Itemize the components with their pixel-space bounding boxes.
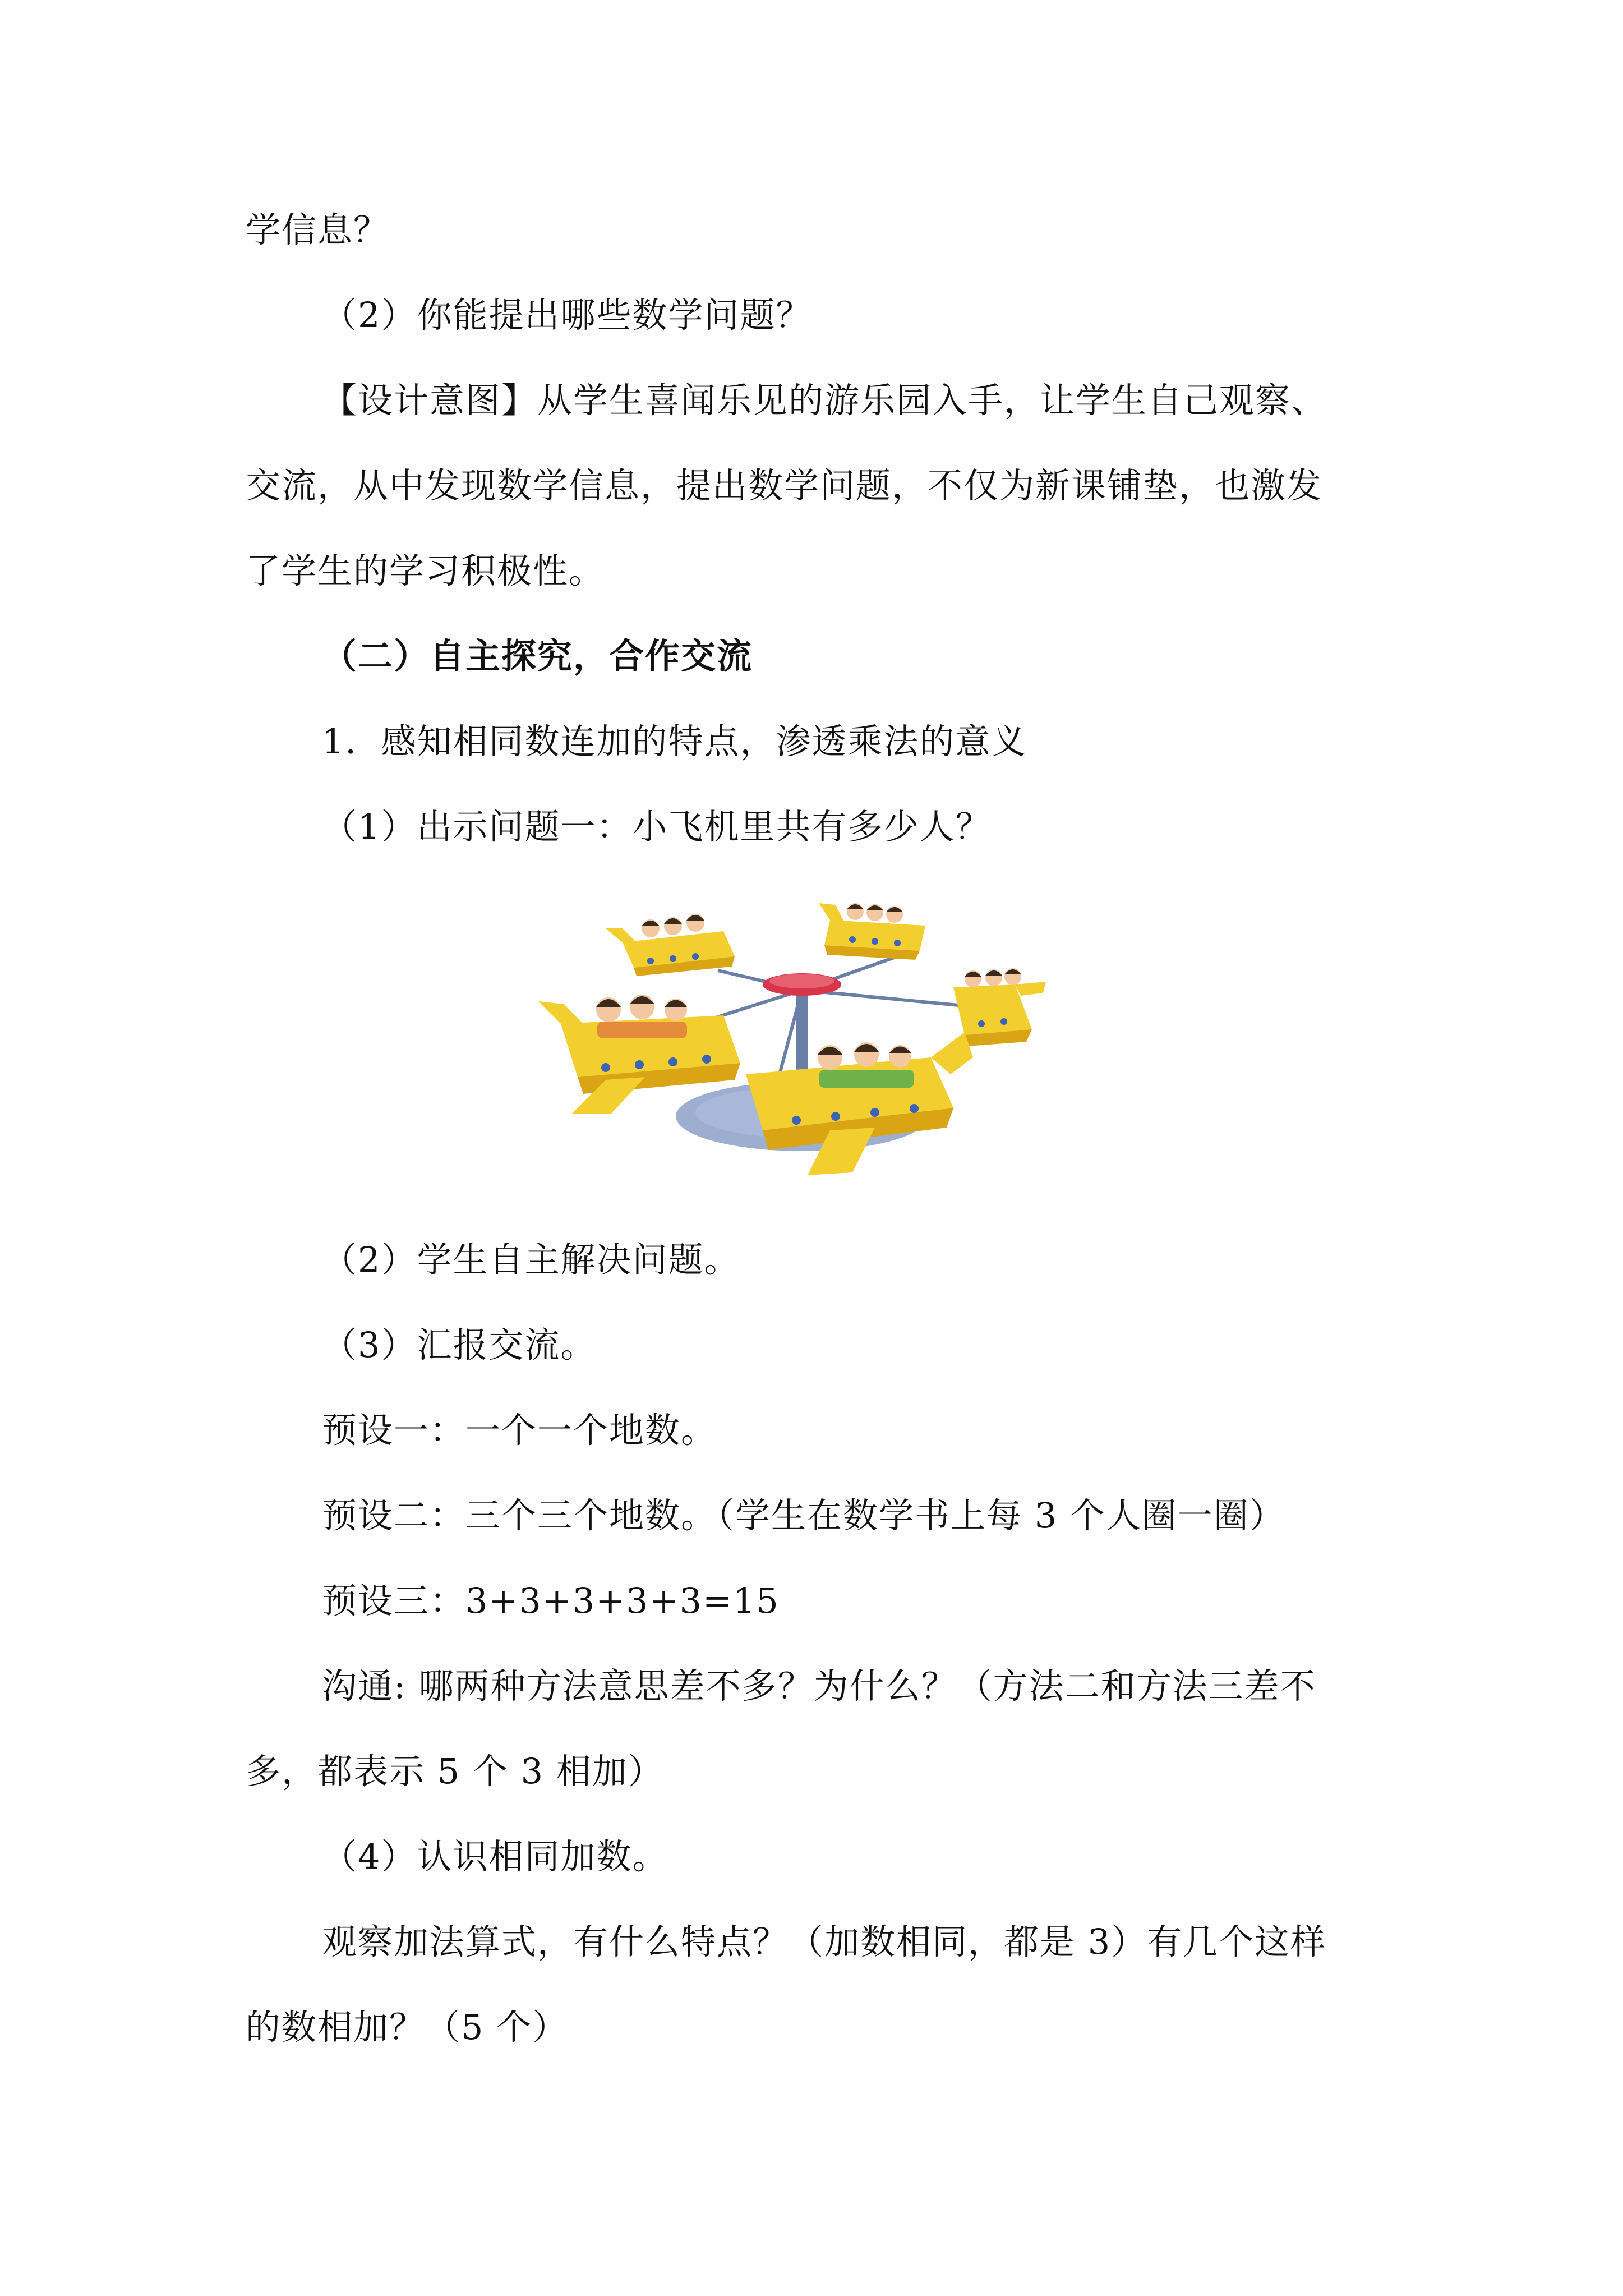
paragraph-line: 的数相加？（5 个） (246, 2007, 569, 2047)
paragraph-line: （1）出示问题一：小飞机里共有多少人？ (322, 806, 992, 847)
paragraph-line: （3）汇报交流。 (322, 1324, 597, 1365)
paragraph-line: 预设一：一个一个地数。 (322, 1410, 717, 1451)
paragraph-line: （2）学生自主解决问题。 (322, 1239, 740, 1280)
paragraph-line: 1．感知相同数连加的特点，渗透乘法的意义 (322, 721, 1027, 762)
paragraph-line: 交流，从中发现数学信息，提出数学问题，不仅为新课铺垫，也激发 (246, 465, 1323, 506)
paragraph-line: （2）你能提出哪些数学问题？ (322, 295, 812, 335)
section-heading: （二）自主探究，合作交流 (322, 636, 753, 677)
paragraph-line: （4）认识相同加数。 (322, 1836, 668, 1877)
paragraph-line: 预设二：三个三个地数。（学生在数学书上每 3 个人圈一圈） (322, 1495, 1285, 1536)
carousel-airplanes-illustration (538, 889, 1099, 1203)
paragraph-line: 沟通: 哪两种方法意思差不多？为什么？（方法二和方法三差不 (322, 1665, 1316, 1706)
paragraph-line: 多，都表示 5 个 3 相加） (246, 1751, 664, 1792)
paragraph-line: 学信息？ (246, 209, 390, 250)
paragraph-line: 预设三：3+3+3+3+3=15 (322, 1580, 780, 1621)
paragraph-line: 了学生的学习积极性。 (246, 550, 605, 591)
paragraph-line: 【设计意图】从学生喜闻乐见的游乐园入手，让学生自己观察、 (322, 380, 1327, 421)
paragraph-line: 观察加法算式，有什么特点？（加数相同，都是 3）有几个这样 (322, 1921, 1327, 1962)
